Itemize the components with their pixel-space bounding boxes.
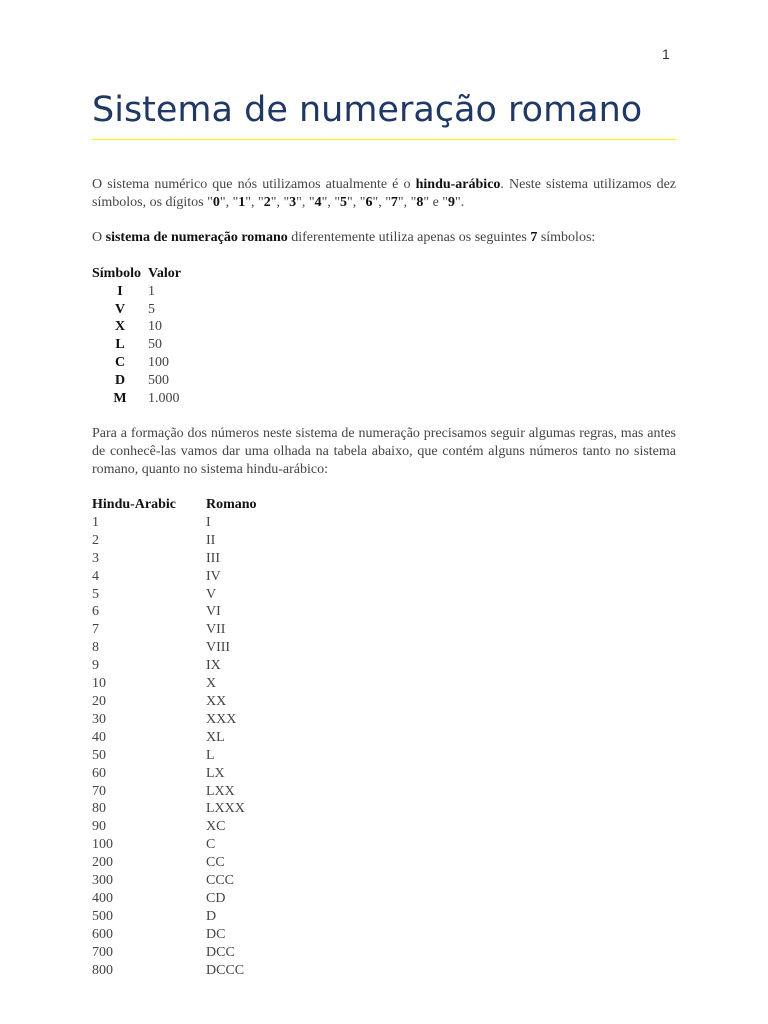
hindu-arabic-number: 10 [92, 676, 106, 692]
rules-paragraph: Para a formação dos números neste sistema de numeração precisamos seguir algumas regras, mas antes de conhecê-las vamos dar uma olhada na tabela abaixo, que contém alguns números tanto no sistema romano, quanto no sistema hindu-arábico: [92, 426, 676, 477]
hindu-arabic-number: 80 [92, 801, 106, 817]
roman-number: DC [206, 926, 226, 942]
roman-number: CD [206, 890, 226, 906]
roman-number: XXX [206, 711, 237, 727]
table-row [92, 962, 257, 980]
roman-number: CC [206, 855, 225, 871]
table-row [92, 301, 181, 319]
table-row [92, 283, 181, 301]
table-row [92, 390, 181, 408]
hindu-arabic-number: 4 [92, 568, 99, 584]
hindu-arabic-number: 9 [92, 658, 99, 674]
header-romano: Romano [206, 497, 257, 512]
symbol-value: 1.000 [148, 390, 180, 406]
table-row [92, 372, 181, 390]
digit-4: 4 [314, 195, 322, 210]
table-row [92, 854, 257, 872]
hindu-arabic-number: 300 [92, 873, 113, 889]
digit-sep: " e " [423, 195, 449, 210]
digit-sep: ", " [372, 195, 391, 210]
symbol-value: 1 [148, 283, 155, 299]
roman-intro-paragraph [92, 229, 676, 247]
digit-sep: ", " [270, 195, 290, 210]
hindu-arabic-number: 600 [92, 926, 113, 942]
hindu-arabic-number: 5 [92, 586, 99, 602]
hindu-arabic-number: 1 [92, 514, 99, 530]
table-row [92, 568, 257, 586]
digit-0: 0 [212, 195, 220, 210]
digit-6: 6 [365, 195, 373, 210]
roman-number: LX [206, 765, 225, 781]
roman-number: XC [206, 819, 226, 835]
roman-number: VIII [206, 640, 231, 656]
symbol-value: 10 [148, 319, 162, 335]
roman-symbol: D [114, 372, 126, 388]
hindu-arabic-number: 8 [92, 640, 99, 656]
table-row [92, 586, 257, 604]
intro-paragraph [92, 176, 676, 212]
numbers-table-header [92, 496, 257, 514]
page-title: Sistema de numeração romano [92, 90, 643, 130]
table-row [92, 836, 257, 854]
hindu-arabic-number: 7 [92, 622, 99, 638]
hindu-arabic-number: 200 [92, 855, 113, 871]
roman-number: LXXX [206, 801, 245, 817]
hindu-arabic-number: 100 [92, 837, 113, 853]
table-row [92, 944, 257, 962]
hindu-arabic-number: 6 [92, 604, 99, 620]
hindu-arabic-number: 400 [92, 890, 113, 906]
roman-number: L [206, 747, 215, 763]
roman-number: LXX [206, 783, 235, 799]
roman-intro-text-1: O [92, 230, 106, 245]
hindu-arabic-number: 800 [92, 962, 113, 978]
intro-text-1: O sistema numérico que nós utilizamos atualmente é o [92, 177, 416, 192]
symbols-table-header [92, 265, 181, 283]
table-row [92, 657, 257, 675]
digit-1: 1 [238, 195, 246, 210]
table-row [92, 765, 257, 783]
hindu-arabic-number: 700 [92, 944, 113, 960]
roman-symbol: L [115, 337, 125, 353]
roman-symbol: C [114, 354, 126, 370]
symbol-value: 100 [148, 354, 169, 370]
roman-number: XL [206, 729, 225, 745]
hindu-arabic-number: 60 [92, 765, 106, 781]
header-hindu-arabic: Hindu-Arabic [92, 497, 177, 512]
header-value: Valor [148, 266, 181, 281]
table-row [92, 872, 257, 890]
table-row [92, 926, 257, 944]
table-row [92, 800, 257, 818]
roman-number: X [206, 676, 217, 692]
table-row [92, 747, 257, 765]
hindu-arabic-number: 50 [92, 747, 106, 763]
header-symbol: Símbolo [92, 266, 142, 281]
roman-intro-count: 7 [530, 230, 538, 245]
table-row [92, 354, 181, 372]
intro-bold-hindu-arabic: hindu-arábico [415, 177, 501, 192]
roman-number: I [206, 514, 211, 530]
hindu-arabic-number: 2 [92, 532, 99, 548]
table-row [92, 783, 257, 801]
roman-number: IX [206, 658, 221, 674]
intro-end: ". [455, 195, 465, 210]
roman-number: C [206, 837, 216, 853]
roman-intro-text-3: símbolos: [537, 230, 596, 245]
table-row [92, 621, 257, 639]
roman-symbol: M [113, 390, 127, 406]
digit-2: 2 [263, 195, 271, 210]
hindu-arabic-number: 20 [92, 693, 106, 709]
roman-number: II [206, 532, 216, 548]
table-row [92, 908, 257, 926]
symbol-value: 500 [148, 372, 169, 388]
table-row [92, 693, 257, 711]
table-row [92, 818, 257, 836]
digit-sep: ", " [245, 195, 264, 210]
hindu-arabic-number: 30 [92, 711, 106, 727]
roman-symbol: V [114, 301, 126, 317]
digit-sep: ", " [296, 195, 315, 210]
table-row [92, 603, 257, 621]
intro-text-2: . Neste sistema utilizamos dez símbolos, os dígitos " [92, 177, 676, 210]
roman-intro-bold: sistema de numeração romano [105, 230, 288, 245]
roman-number: III [206, 550, 220, 566]
digit-5: 5 [340, 195, 348, 210]
roman-symbol: X [114, 319, 126, 335]
table-row [92, 336, 181, 354]
roman-number: CCC [206, 873, 235, 889]
symbols-table [92, 265, 181, 407]
roman-intro-text-2: diferentemente utiliza apenas os seguintes [287, 230, 531, 245]
digit-7: 7 [390, 195, 398, 210]
roman-number: VI [206, 604, 221, 620]
table-row [92, 729, 257, 747]
symbol-value: 50 [148, 337, 162, 353]
hindu-arabic-number: 500 [92, 908, 113, 924]
roman-number: IV [206, 568, 221, 584]
table-row [92, 639, 257, 657]
table-row [92, 514, 257, 532]
roman-symbol: I [117, 283, 123, 299]
digit-8: 8 [416, 195, 424, 210]
table-row [92, 318, 181, 336]
hindu-arabic-number: 90 [92, 819, 106, 835]
hindu-arabic-number: 3 [92, 550, 99, 566]
numbers-table [92, 496, 257, 979]
roman-number: D [206, 908, 217, 924]
roman-number: V [206, 586, 217, 602]
digit-3: 3 [289, 195, 297, 210]
digit-9: 9 [448, 195, 456, 210]
table-row [92, 675, 257, 693]
title-underline [92, 139, 676, 140]
table-row [92, 711, 257, 729]
table-row [92, 550, 257, 568]
roman-number: DCCC [206, 962, 245, 978]
roman-number: XX [206, 693, 227, 709]
roman-number: VII [206, 622, 226, 638]
table-row [92, 532, 257, 550]
digit-sep: ", " [347, 195, 366, 210]
hindu-arabic-number: 40 [92, 729, 106, 745]
table-row [92, 890, 257, 908]
digit-sep: ", " [321, 195, 341, 210]
page-number: 1 [662, 46, 670, 62]
symbol-value: 5 [148, 301, 155, 317]
roman-number: DCC [206, 944, 235, 960]
digit-sep: ", " [219, 195, 239, 210]
hindu-arabic-number: 70 [92, 783, 106, 799]
digit-sep: ", " [397, 195, 417, 210]
